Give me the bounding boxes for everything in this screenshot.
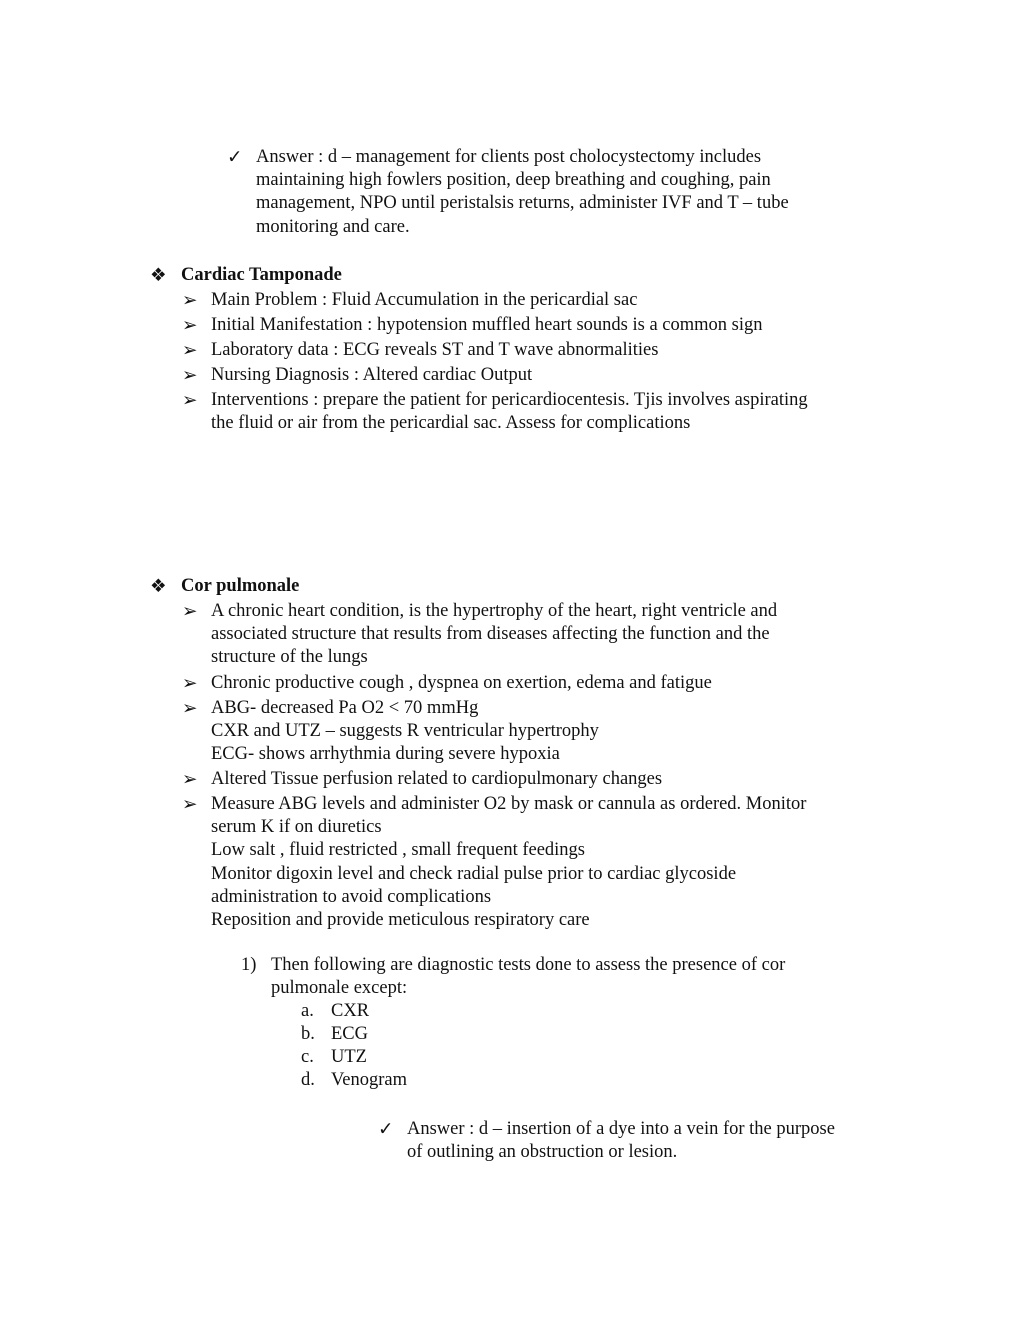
list-item-text: structure of the lungs (211, 647, 368, 668)
option-letter: a. (301, 1001, 314, 1021)
cardiac-item-interventions (182, 389, 808, 435)
list-item-text: ECG- shows arrhythmia during severe hypoxia (211, 744, 560, 765)
section-title: Cardiac Tamponade (181, 265, 342, 285)
list-item-text: the fluid or air from the pericardial sac. Assess for complications (211, 413, 691, 434)
list-item-text: associated structure that results from diseases affecting the function and the (211, 624, 770, 645)
list-item-text: Measure ABG levels and administer O2 by mask or cannula as ordered. Monitor (211, 794, 807, 814)
cardiac-item-laboratory-data (182, 339, 659, 362)
arrow-bullet-icon: ➢ (182, 365, 198, 386)
list-item-text: Laboratory data : ECG reveals ST and T wave abnormalities (211, 340, 659, 360)
option-text: Venogram (331, 1070, 408, 1090)
diamond-bullet-icon: ❖ (150, 265, 167, 286)
list-item-text: administration to avoid complications (211, 886, 492, 907)
list-item-text: Interventions : prepare the patient for pericardiocentesis. Tjis involves aspirating (211, 390, 808, 410)
arrow-bullet-icon: ➢ (182, 698, 198, 719)
cor-item-symptoms (182, 672, 712, 695)
list-item-text: Altered Tissue perfusion related to cardiopulmonary changes (211, 769, 663, 789)
answer-line: management, NPO until peristalsis returns, administer IVF and T – tube (256, 193, 789, 214)
list-item-text: ABG- decreased Pa O2 < 70 mmHg (211, 698, 479, 718)
question-option-a (301, 1000, 370, 1023)
cor-item-definition (182, 600, 778, 670)
cor-item-diagnostics (182, 697, 599, 767)
arrow-bullet-icon: ➢ (182, 794, 198, 815)
answer-line: monitoring and care. (256, 216, 410, 237)
cardiac-item-main-problem (182, 289, 638, 312)
arrow-bullet-icon: ➢ (182, 290, 198, 311)
list-item-text: Main Problem : Fluid Accumulation in the pericardial sac (211, 290, 638, 310)
option-text: CXR (331, 1001, 370, 1021)
list-item-text: Low salt , fluid restricted , small frequent feedings (211, 840, 586, 861)
list-item-text: A chronic heart condition, is the hypertrophy of the heart, right ventricle and (211, 601, 778, 621)
section-heading-cardiac-tamponade (150, 264, 342, 287)
arrow-bullet-icon: ➢ (182, 315, 198, 336)
answer-line: Answer : d – insertion of a dye into a vein for the purpose (407, 1119, 835, 1139)
arrow-bullet-icon: ➢ (182, 390, 198, 411)
list-item-text: serum K if on diuretics (211, 817, 382, 838)
cor-item-nursing-diagnosis (182, 768, 663, 791)
option-letter: c. (301, 1047, 314, 1067)
arrow-bullet-icon: ➢ (182, 769, 198, 790)
option-letter: b. (301, 1024, 315, 1044)
question-option-b (301, 1023, 368, 1046)
question-option-d (301, 1069, 408, 1092)
option-text: UTZ (331, 1047, 367, 1067)
diamond-bullet-icon: ❖ (150, 576, 167, 597)
answer-block-1 (227, 146, 789, 239)
option-text: ECG (331, 1024, 368, 1044)
answer-line: of outlining an obstruction or lesion. (407, 1142, 678, 1163)
arrow-bullet-icon: ➢ (182, 601, 198, 622)
list-item-text: Nursing Diagnosis : Altered cardiac Output (211, 365, 533, 385)
question-option-c (301, 1046, 367, 1069)
question-number: 1) (241, 955, 257, 975)
list-item-text: Reposition and provide meticulous respiratory care (211, 909, 590, 930)
list-item-text: Initial Manifestation : hypotension muffled heart sounds is a common sign (211, 315, 763, 335)
list-item-text: Chronic productive cough , dyspnea on exertion, edema and fatigue (211, 673, 712, 693)
list-item-text: Monitor digoxin level and check radial pulse prior to cardiac glycoside (211, 863, 737, 884)
list-item-text: CXR and UTZ – suggests R ventricular hypertrophy (211, 721, 599, 742)
answer-line: Answer : d – management for clients post cholocystectomy includes (256, 147, 762, 167)
arrow-bullet-icon: ➢ (182, 340, 198, 361)
checkmark-icon: ✓ (227, 147, 243, 168)
answer-block-2 (378, 1118, 835, 1164)
section-heading-cor-pulmonale (150, 575, 300, 598)
cor-item-interventions (182, 793, 807, 932)
cardiac-item-nursing-diagnosis (182, 364, 533, 387)
answer-line: maintaining high fowlers position, deep breathing and coughing, pain (256, 170, 771, 191)
option-letter: d. (301, 1070, 315, 1090)
question-text: Then following are diagnostic tests done to assess the presence of cor (271, 955, 786, 975)
checkmark-icon: ✓ (378, 1119, 394, 1140)
question-text: pulmonale except: (271, 978, 408, 999)
question-1 (241, 954, 786, 1000)
arrow-bullet-icon: ➢ (182, 673, 198, 694)
section-title: Cor pulmonale (181, 576, 300, 596)
cardiac-item-initial-manifestation (182, 314, 763, 337)
